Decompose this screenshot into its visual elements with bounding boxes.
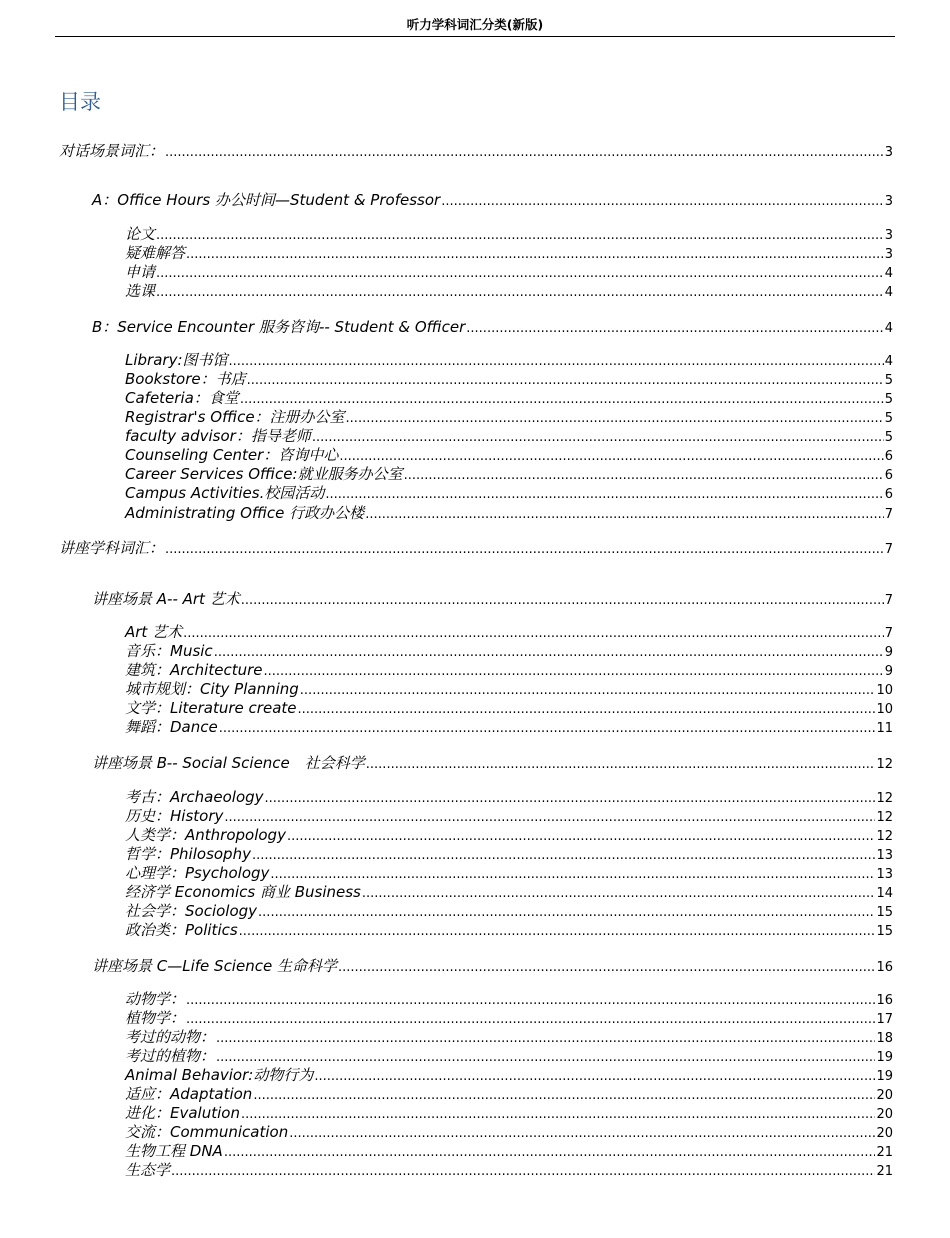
toc-entry-page: 20: [876, 1107, 893, 1122]
toc-entry-page: 3: [884, 194, 893, 209]
toc-leader: [366, 755, 876, 774]
toc-entry-level3[interactable]: [125, 718, 893, 737]
toc-leader: [287, 827, 876, 846]
toc-leader: [241, 1105, 875, 1124]
toc-entry-label: 人类学：Anthropology: [125, 826, 286, 844]
toc-entry-level3[interactable]: [125, 1123, 893, 1142]
toc-leader: [216, 1029, 875, 1048]
toc-leader: [156, 283, 884, 302]
toc-leader: [224, 808, 875, 827]
toc-leader: [404, 466, 884, 485]
toc-entry-label: 进化：Evalution: [125, 1104, 240, 1122]
toc-leader: [325, 485, 883, 504]
toc-entry-page: 4: [884, 354, 893, 369]
toc-entry-page: 10: [876, 683, 893, 698]
toc-entry-level3[interactable]: [125, 282, 893, 301]
toc-entry-label: B：Service Encounter 服务咨询-- Student & Officer: [92, 318, 466, 336]
toc-entry-page: 5: [884, 411, 893, 426]
toc-entry-label: 申请: [125, 263, 156, 281]
toc-entry-page: 19: [876, 1069, 893, 1084]
toc-entry-label: 动物学：: [125, 990, 186, 1008]
toc-leader: [247, 371, 884, 390]
toc-entry-label: 哲学：Philosophy: [125, 845, 251, 863]
toc-leader: [183, 624, 884, 643]
toc-entry-page: 20: [876, 1126, 893, 1141]
toc-entry-label: 讲座场景 C—Life Science 生命科学: [92, 957, 337, 975]
running-header: 听力学科词汇分类(新版): [55, 14, 895, 37]
toc-leader: [265, 789, 876, 808]
toc-entry-label: 选课: [125, 282, 156, 300]
toc-entry-page: 12: [876, 810, 893, 825]
toc-entry-label: 政治类：Politics: [125, 921, 238, 939]
toc-entry-level3[interactable]: [125, 504, 893, 523]
toc-leader: [252, 846, 875, 865]
toc-entry-level3[interactable]: [125, 1028, 893, 1047]
toc-entry-label: 历史：History: [125, 807, 224, 825]
toc-entry-page: 15: [876, 924, 893, 939]
toc-entry-level2[interactable]: [92, 318, 893, 337]
toc-leader: [258, 903, 875, 922]
toc-entry-level3[interactable]: [125, 902, 893, 921]
toc-entry-level3[interactable]: [125, 389, 893, 408]
toc-entry-level1[interactable]: [59, 142, 893, 161]
toc-leader: [466, 319, 883, 338]
toc-entry-label: 舞蹈：Dance: [125, 718, 218, 736]
toc-entry-label: 生态学: [125, 1161, 171, 1179]
toc-entry-level3[interactable]: [125, 446, 893, 465]
toc-entry-page: 7: [884, 593, 893, 608]
toc-leader: [165, 143, 884, 162]
toc-entry-label: Animal Behavior:动物行为: [125, 1066, 314, 1084]
toc-entry-page: 3: [884, 247, 893, 262]
toc-entry-label: faculty advisor：指导老师: [125, 427, 311, 445]
toc-entry-level2[interactable]: [92, 754, 893, 773]
toc-entry-label: 城市规划：City Planning: [125, 680, 299, 698]
toc-entry-label: 植物学：: [125, 1009, 186, 1027]
toc-leader: [219, 719, 876, 738]
toc-leader: [224, 1143, 876, 1162]
toc-leader: [156, 226, 884, 245]
toc-entry-level3[interactable]: [125, 1161, 893, 1180]
toc-entry-page: 12: [876, 757, 893, 772]
toc-entry-level3[interactable]: [125, 883, 893, 902]
toc-entry-label: 生物工程 DNA: [125, 1142, 223, 1160]
toc-leader: [171, 1162, 875, 1181]
toc-entry-page: 9: [884, 645, 893, 660]
toc-leader: [365, 505, 884, 524]
toc-entry-page: 9: [884, 664, 893, 679]
toc-entry-level3[interactable]: [125, 845, 893, 864]
toc-entry-page: 17: [876, 1012, 893, 1027]
toc-entry-label: 考过的植物：: [125, 1047, 216, 1065]
toc-entry-label: Campus Activities.校园活动: [125, 484, 325, 502]
toc-entry-page: 16: [876, 993, 893, 1008]
toc-entry-level3[interactable]: [125, 1009, 893, 1028]
toc-entry-page: 4: [884, 285, 893, 300]
toc-entry-level3[interactable]: [125, 225, 893, 244]
toc-leader: [214, 643, 884, 662]
toc-entry-level1[interactable]: [59, 539, 893, 558]
toc-entry-label: Cafeteria：食堂: [125, 389, 239, 407]
toc-entry-page: 6: [884, 468, 893, 483]
toc-leader: [156, 264, 884, 283]
toc-entry-level3[interactable]: [125, 1104, 893, 1123]
toc-entry-level3[interactable]: [125, 864, 893, 883]
toc-leader: [362, 884, 876, 903]
toc-entry-level3[interactable]: [125, 699, 893, 718]
toc-entry-page: 3: [884, 228, 893, 243]
toc-entry-page: 16: [876, 960, 893, 975]
toc-leader: [241, 591, 884, 610]
toc-entry-label: Career Services Office:就业服务办公室: [125, 465, 403, 483]
toc-leader: [253, 1086, 875, 1105]
toc-entry-label: 音乐：Music: [125, 642, 213, 660]
toc-leader: [240, 390, 884, 409]
toc-entry-level3[interactable]: [125, 1085, 893, 1104]
toc-entry-level3[interactable]: [125, 990, 893, 1009]
toc-entry-level2[interactable]: [92, 191, 893, 210]
toc-entry-page: 19: [876, 1050, 893, 1065]
toc-leader: [186, 1010, 875, 1029]
toc-entry-label: 对话场景词汇：: [59, 142, 165, 160]
toc-entry-level3[interactable]: [125, 826, 893, 845]
toc-entry-level2[interactable]: [92, 590, 893, 609]
toc-entry-label: 论文: [125, 225, 156, 243]
toc-entry-page: 5: [884, 373, 893, 388]
toc-entry-label: 社会学：Sociology: [125, 902, 258, 920]
toc-entry-page: 5: [884, 392, 893, 407]
toc-leader: [312, 428, 884, 447]
toc-leader: [300, 681, 876, 700]
toc-leader: [298, 700, 876, 719]
toc-entry-page: 5: [884, 430, 893, 445]
toc-entry-label: Registrar's Office：注册办公室: [125, 408, 345, 426]
toc-entry-label: 讲座学科词汇：: [59, 539, 165, 557]
toc-entry-level3[interactable]: [125, 484, 893, 503]
toc-entry-page: 13: [876, 848, 893, 863]
toc-leader: [338, 958, 875, 977]
toc-entry-page: 7: [884, 542, 893, 557]
toc-entry-page: 18: [876, 1031, 893, 1046]
toc-leader: [186, 991, 875, 1010]
toc-entry-level3[interactable]: [125, 623, 893, 642]
toc-entry-label: 交流：Communication: [125, 1123, 289, 1141]
toc-entry-label: 考古：Archaeology: [125, 788, 264, 806]
toc-entry-label: Bookstore：书店: [125, 370, 246, 388]
toc-entry-page: 4: [884, 321, 893, 336]
toc-entry-page: 10: [876, 702, 893, 717]
toc-entry-level3[interactable]: [125, 1047, 893, 1066]
toc-entry-label: 适应：Adaptation: [125, 1085, 253, 1103]
toc-entry-page: 13: [876, 867, 893, 882]
toc-entry-level3[interactable]: [125, 661, 893, 680]
toc-entry-label: 心理学：Psychology: [125, 864, 270, 882]
toc-entry-label: 疑难解答: [125, 244, 186, 262]
toc-entry-level3[interactable]: [125, 642, 893, 661]
toc-leader: [165, 540, 884, 559]
toc-entry-label: Administrating Office 行政办公楼: [125, 504, 365, 522]
toc-entry-label: 讲座场景 A-- Art 艺术: [92, 590, 240, 608]
toc-leader: [229, 352, 884, 371]
toc-leader: [289, 1124, 875, 1143]
toc-entry-level3[interactable]: [125, 408, 893, 427]
toc-entry-page: 12: [876, 791, 893, 806]
toc-entry-label: 讲座场景 B-- Social Science 社会科学: [92, 754, 365, 772]
toc-entry-page: 20: [876, 1088, 893, 1103]
toc-leader: [346, 409, 884, 428]
toc-entry-label: 经济学 Economics 商业 Business: [125, 883, 361, 901]
toc-entry-level3[interactable]: [125, 465, 893, 484]
toc-entry-level3[interactable]: [125, 788, 893, 807]
toc-entry-label: 文学：Literature create: [125, 699, 297, 717]
toc-entry-label: Library:图书馆: [125, 351, 228, 369]
toc-entry-page: 15: [876, 905, 893, 920]
toc-entry-page: 7: [884, 507, 893, 522]
toc-entry-level3[interactable]: [125, 921, 893, 940]
toc-entry-level3[interactable]: [125, 807, 893, 826]
toc-entry-label: 建筑：Architecture: [125, 661, 263, 679]
toc-entry-page: 6: [884, 449, 893, 464]
toc-entry-page: 21: [876, 1164, 893, 1179]
toc-leader: [239, 922, 876, 941]
toc-leader: [264, 662, 884, 681]
toc-entry-label: Counseling Center：咨询中心: [125, 446, 339, 464]
toc-leader: [441, 192, 884, 211]
toc-entry-level2[interactable]: [92, 957, 893, 976]
toc-entry-page: 21: [876, 1145, 893, 1160]
toc-leader: [339, 447, 883, 466]
toc-entry-level3[interactable]: [125, 680, 893, 699]
toc-entry-level3[interactable]: [125, 1142, 893, 1161]
toc-entry-page: 3: [884, 145, 893, 160]
toc-entry-page: 7: [884, 626, 893, 641]
toc-leader: [270, 865, 875, 884]
toc-entry-label: A：Office Hours 办公时间—Student & Professor: [92, 191, 441, 209]
toc-entry-level3[interactable]: [125, 1066, 893, 1085]
toc-leader: [216, 1048, 875, 1067]
toc-entry-page: 4: [884, 266, 893, 281]
toc-entry-page: 14: [876, 886, 893, 901]
toc-entry-page: 12: [876, 829, 893, 844]
toc-entry-page: 6: [884, 487, 893, 502]
toc-entry-label: 考过的动物：: [125, 1028, 216, 1046]
toc-entry-level3[interactable]: [125, 351, 893, 370]
toc-entry-level3[interactable]: [125, 263, 893, 282]
toc-entry-label: Art 艺术: [125, 623, 183, 641]
toc-entry-level3[interactable]: [125, 370, 893, 389]
toc-title: 目录: [59, 90, 101, 114]
toc-leader: [314, 1067, 875, 1086]
toc-leader: [186, 245, 884, 264]
toc-entry-level3[interactable]: [125, 427, 893, 446]
toc-entry-page: 11: [876, 721, 893, 736]
toc-entry-level3[interactable]: [125, 244, 893, 263]
